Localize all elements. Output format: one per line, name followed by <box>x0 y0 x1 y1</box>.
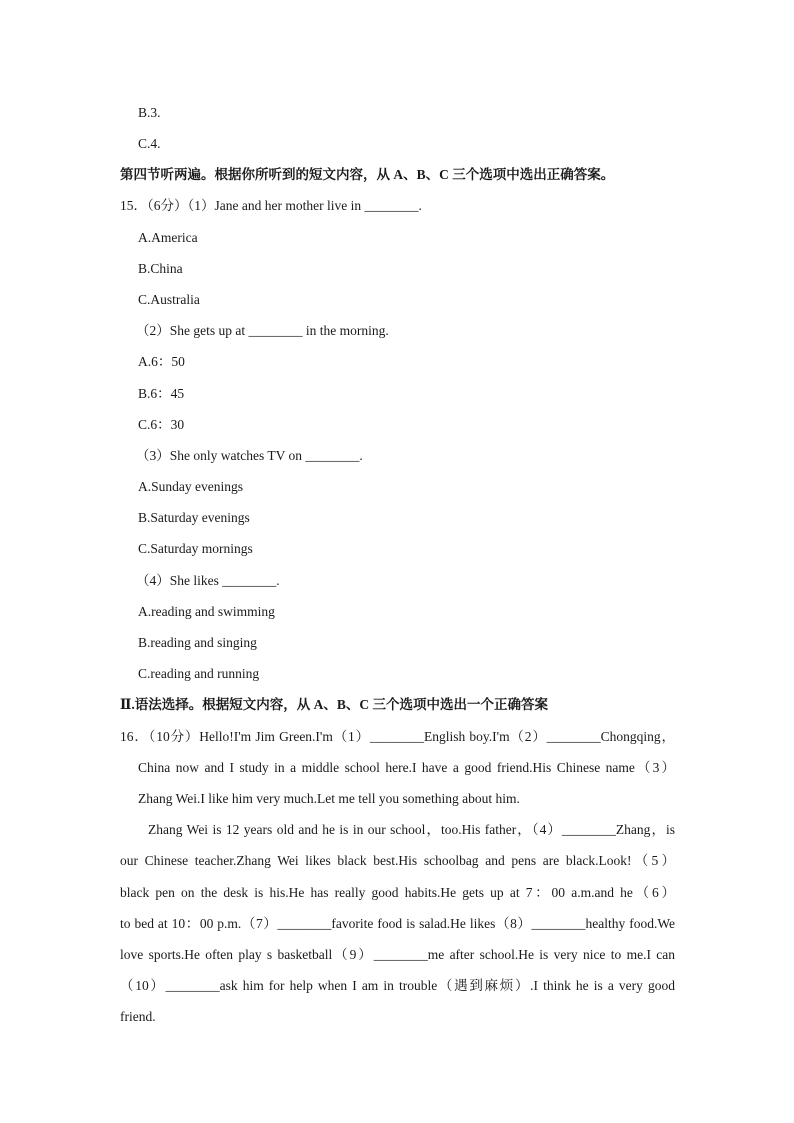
q16-line-7: to bed at 10：00 p.m.（7）________favorite food is salad.He likes（8）________healthy food.We <box>120 916 675 931</box>
q15-2-option-b: B.6：45 <box>138 386 185 401</box>
q15-4-option-a: A.reading and swimming <box>138 604 275 619</box>
q15-3-option-c: C.Saturday mornings <box>138 541 253 556</box>
q15-stem: 15．（6分）（1）Jane and her mother live in ________. <box>120 198 422 213</box>
q16-line-10: friend. <box>120 1009 156 1024</box>
q15-2-option-a: A.6：50 <box>138 354 185 369</box>
q15-1-option-b: B.China <box>138 261 183 276</box>
q16-line-8: love sports.He often play s basketball（9）________me after school.He is very nice to me.I can <box>120 947 675 962</box>
q15-4-option-b: B.reading and singing <box>138 635 257 650</box>
q16-line-1: 16．（10分）Hello!I'm Jim Green.I'm（1）________English boy.I'm（2）________Chongqing， <box>120 729 675 744</box>
q14-option-c: C.4. <box>138 136 161 151</box>
q15-3-option-b: B.Saturday evenings <box>138 510 250 525</box>
q15-4-stem: （4）She likes ________. <box>136 573 280 588</box>
section4-heading: 第四节听两遍。根据你所听到的短文内容，从 A、B、C 三个选项中选出正确答案。 <box>120 167 615 182</box>
q14-option-b: B.3. <box>138 105 161 120</box>
q15-3-option-a: A.Sunday evenings <box>138 479 243 494</box>
q16-line-6: black pen on the desk is his.He has really good habits.He gets up at 7：00 a.m.and he（6） <box>120 885 675 900</box>
q15-2-stem: （2）She gets up at ________ in the morning. <box>136 323 389 338</box>
q15-3-stem: （3）She only watches TV on ________. <box>136 448 363 463</box>
q16-line-2: China now and I study in a middle school here.I have a good friend.His Chinese name（3） <box>138 760 675 775</box>
q16-line-9: （10）________ask him for help when I am in trouble（遇到麻烦）.I think he is a very good <box>120 978 675 993</box>
q16-line-4: Zhang Wei is 12 years old and he is in our school，too.His father，（4）________Zhang，is <box>148 822 675 837</box>
q15-4-option-c: C.reading and running <box>138 666 260 681</box>
q15-1-option-c: C.Australia <box>138 292 200 307</box>
q16-line-3: Zhang Wei.I like him very much.Let me tell you something about him. <box>138 791 520 806</box>
q15-1-option-a: A.America <box>138 230 198 245</box>
q16-line-5: our Chinese teacher.Zhang Wei likes black best.His schoolbag and pens are black.Look!（5） <box>120 853 675 868</box>
q15-2-option-c: C.6：30 <box>138 417 185 432</box>
section2-heading: Ⅱ.语法选择。根据短文内容，从 A、B、C 三个选项中选出一个正确答案 <box>120 697 549 712</box>
